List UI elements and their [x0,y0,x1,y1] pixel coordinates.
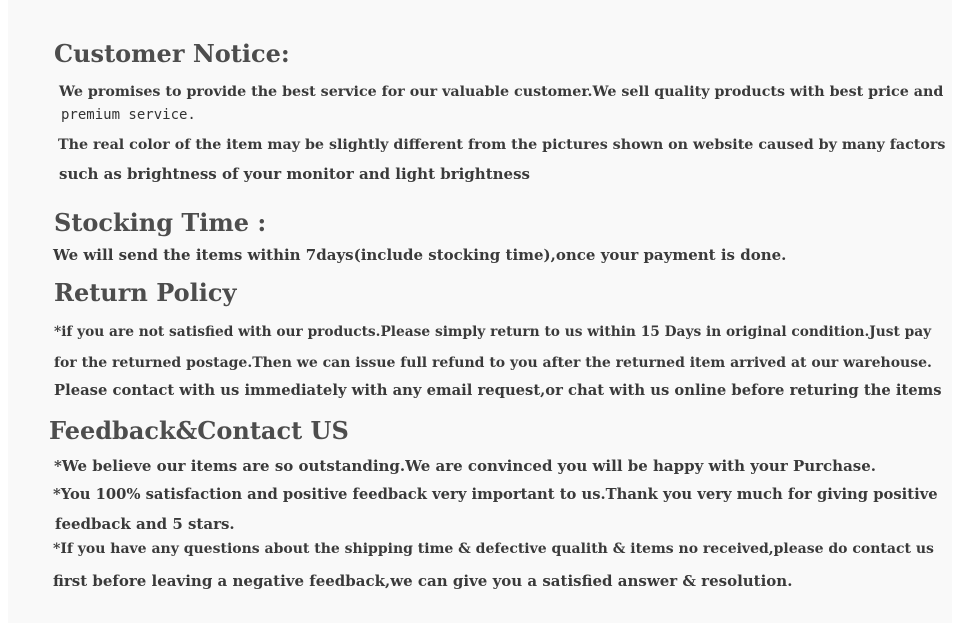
stocking-time-line: We will send the items within 7days(include stocking time),once your payment is done. [53,246,787,264]
customer-notice-line: such as brightness of your monitor and light brightness [59,165,530,183]
feedback-contact-line: *You 100% satisfaction and positive feedback very important to us.Thank you very much for giving positive [53,486,938,503]
return-policy-heading: Return Policy [54,278,237,307]
feedback-contact-line: *We believe our items are so outstanding.We are convinced you will be happy with your Purchase. [54,457,877,475]
feedback-contact-line: *If you have any questions about the shipping time & defective qualith & items no received,please do contact us [53,541,934,557]
return-policy-line: *if you are not satisfied with our products.Please simply return to us within 15 Days in original condition.Just pay [54,324,932,340]
return-policy-line: for the returned postage.Then we can issue full refund to you after the returned item arrived at our warehouse. [54,355,932,371]
customer-notice-line: The real color of the item may be slightly different from the pictures shown on website caused by many factors [58,137,946,153]
feedback-contact-heading: Feedback&Contact US [49,416,349,445]
feedback-contact-line: feedback and 5 stars. [55,515,235,533]
customer-notice-line: We promises to provide the best service for our valuable customer.We sell quality products with best price and [59,84,944,100]
feedback-contact-line: first before leaving a negative feedback,we can give you a satisfied answer & resolution. [53,572,793,590]
stocking-time-heading: Stocking Time : [54,208,267,237]
customer-notice-heading: Customer Notice: [54,39,290,68]
notice-panel [8,0,952,623]
customer-notice-line: premium service. [61,107,196,123]
return-policy-line: Please contact with us immediately with any email request,or chat with us online before returing the items [54,382,942,399]
